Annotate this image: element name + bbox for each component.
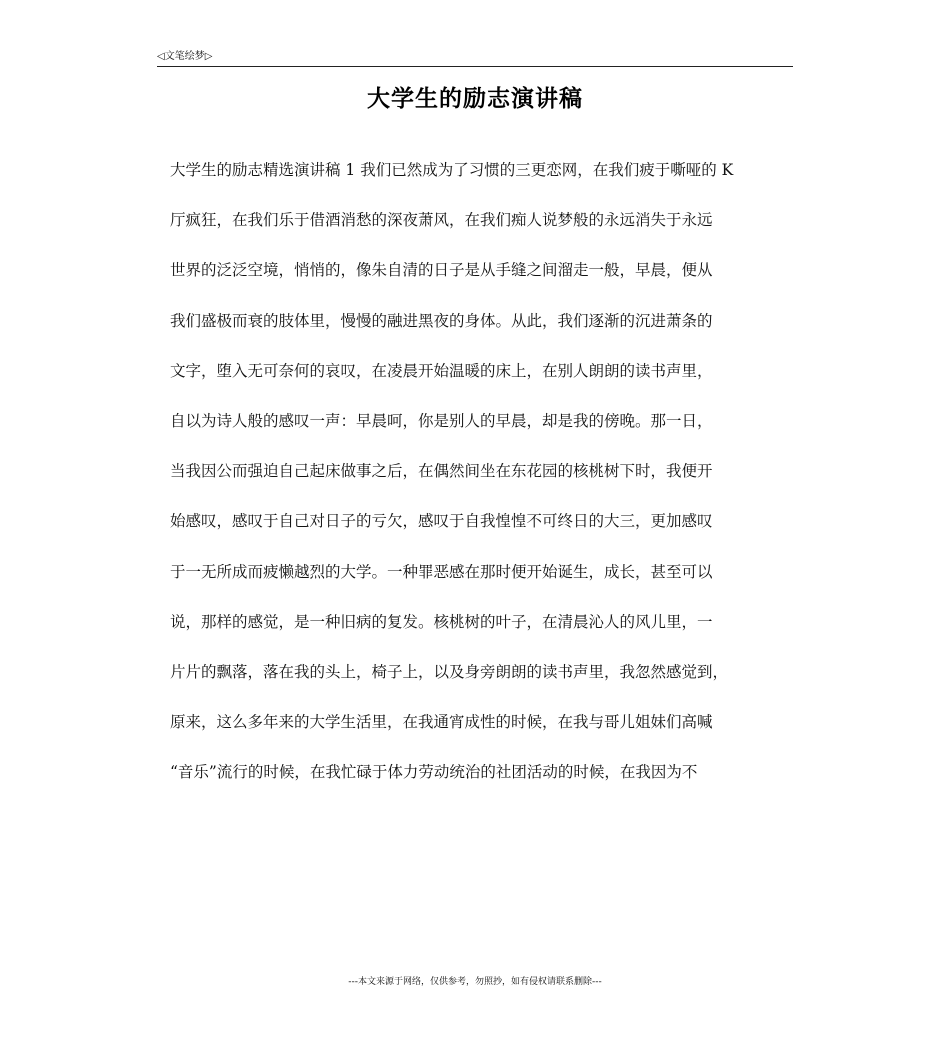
body-line: 原来，这么多年来的大学生活里，在我通宵成性的时候，在我与哥儿姐妹们高喊 (170, 713, 713, 732)
body-line: “音乐”流行的时候，在我忙碌于体力劳动统治的社团活动的时候，在我因为不 (170, 763, 698, 782)
body-line: 文字，堕入无可奈何的哀叹，在凌晨开始温暖的床上，在别人朗朗的读书声里， (170, 361, 713, 380)
page-header (157, 50, 793, 67)
header-brand-text: ◁文笔绘梦▷ (157, 51, 213, 62)
document-body (170, 151, 782, 803)
body-line: 自以为诗人般的感叹一声：早晨呵，你是别人的早晨，却是我的傍晚。那一日， (170, 411, 713, 430)
body-line: 大学生的励志精选演讲稿 1 我们已然成为了习惯的三更恋网，在我们疲于嘶哑的 K (170, 161, 734, 179)
body-line: 当我因公而强迫自己起床做事之后，在偶然间坐在东花园的核桃树下时，我便开 (170, 462, 713, 481)
body-line: 说，那样的感觉，是一种旧病的复发。核桃树的叶子，在清晨沁人的风儿里，一 (170, 612, 713, 631)
document-title: 大学生的励志演讲稿 (367, 86, 583, 112)
body-line: 于一无所成而疲懒越烈的大学。一种罪恶感在那时便开始诞生，成长，甚至可以 (170, 562, 713, 581)
page-footer-disclaimer: ---本文来源于网络，仅供参考，勿照抄，如有侵权请联系删除--- (348, 977, 602, 987)
body-line: 我们盛极而衰的肢体里，慢慢的融进黑夜的身体。从此，我们逐渐的沉进萧条的 (170, 311, 713, 330)
body-line: 厅疯狂，在我们乐于借酒消愁的深夜萧风，在我们痴人说梦般的永远消失于永远 (170, 211, 713, 230)
body-line: 世界的泛泛空境，悄悄的，像朱自清的日子是从手缝之间溜走一般，早晨，便从 (170, 261, 713, 280)
body-line: 始感叹，感叹于自己对日子的亏欠，感叹于自我惶惶不可终日的大三，更加感叹 (170, 512, 713, 531)
body-line: 片片的飘落，落在我的头上，椅子上，以及身旁朗朗的读书声里，我忽然感觉到， (170, 662, 729, 681)
